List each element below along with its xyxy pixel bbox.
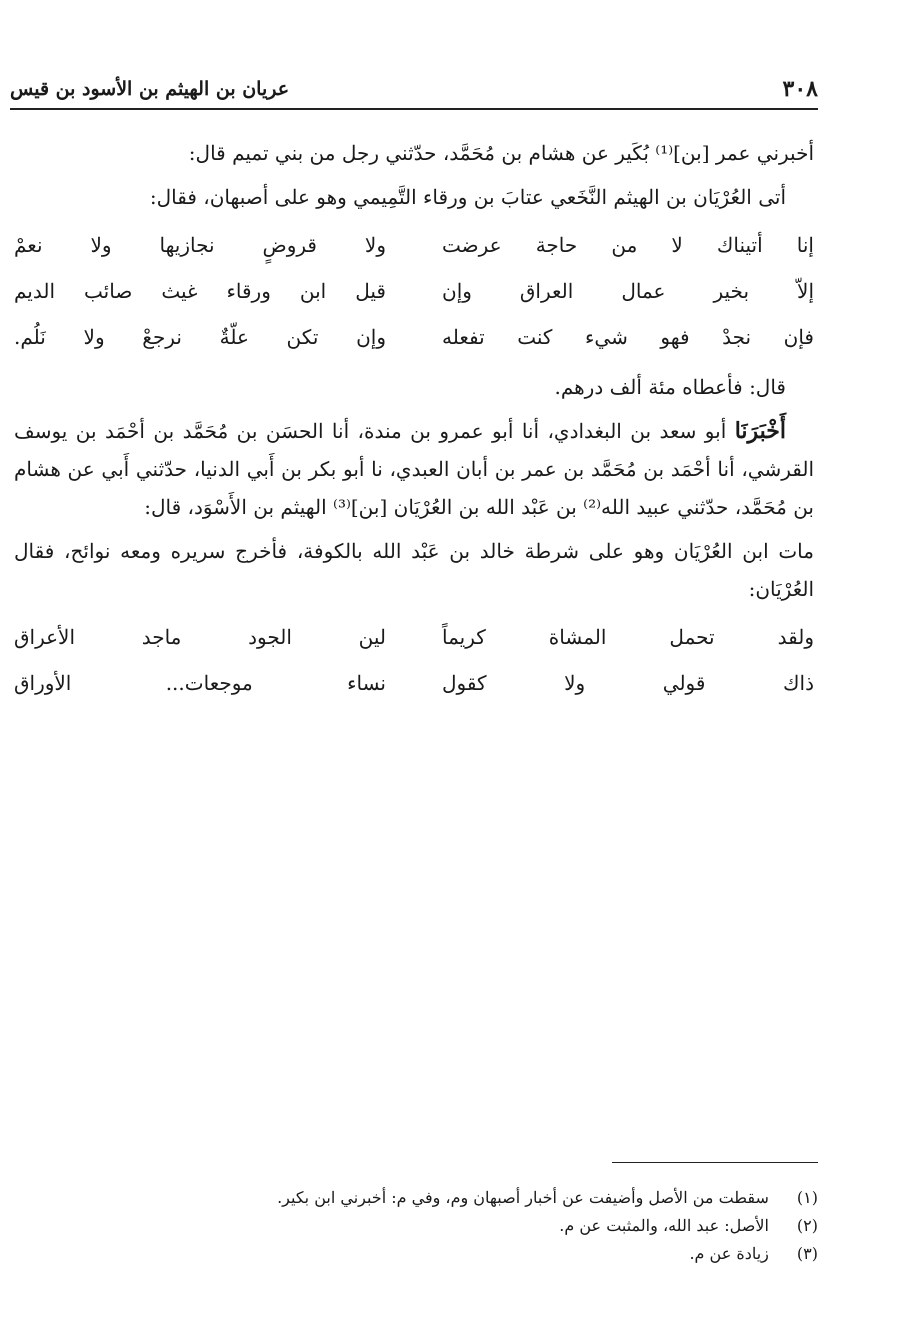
footnote-number: (١) (796, 1188, 818, 1207)
verse-second-hemistich: قيل ابن ورقاء غيث صائب الديم (14, 279, 386, 303)
verse-first-hemistich: إنا أتيناك لا من حاجة عرضت (442, 233, 814, 257)
footnote-number: (٣) (796, 1244, 818, 1263)
verse-first-hemistich: فإن نجدْ فهو شيء كنت تفعله (442, 325, 814, 349)
footnote-item (100, 1212, 818, 1240)
verse (14, 660, 814, 706)
page-number: ٣٠٨ (782, 76, 818, 102)
footnote-list (100, 1184, 818, 1268)
verse-second-hemistich: نساء موجعات... الأوراق (14, 671, 386, 695)
paragraph-4 (14, 412, 814, 526)
footnote-item (100, 1240, 818, 1268)
paragraph-4-text: أبو سعد بن البغدادي، أنا أبو عمرو بن مندة، أنا الحسَن بن مُحَمَّد بن أحْمَد بن يوسف القرشي، أنا أحْمَد بن مُحَمَّد بن عمر بن أبان العبدي، نا أبو بكر بن أَبي الدنيا، حدّثني أَبي عن هشام بن مُحَمَّد، حدّثني عبيد الله⁽²⁾ بن عَبْد الله بن العُرْيَان [بن]⁽³⁾ الهيثم بن الأَسْوَد، قال: (14, 419, 814, 519)
paragraph-2: أتى العُرْيَان بن الهيثم النَّخَعي عتابَ بن ورقاء التَّمِيمي وهو على أصبهان، فقال: (149, 185, 786, 209)
isnad-lead-word: أَخْبَرَنَا (734, 418, 787, 444)
verse-first-hemistich: ولقد تحمل المشاة كريماً (442, 625, 814, 649)
paragraph-1: أخبرني عمر [بن]⁽¹⁾ بُكَير عن هشام بن مُحَمَّد، حدّثني رجل من بني تميم قال: (188, 141, 814, 165)
footnote-text: سقطت من الأصل وأضيفت عن أخبار أصبهان وم، وفي م: أخبرني ابن بكير. (277, 1188, 769, 1207)
footnote-text: الأصل: عبد الله، والمثبت عن م. (559, 1216, 769, 1235)
verse (14, 314, 814, 360)
verse (14, 222, 814, 268)
verse (14, 614, 814, 660)
verse (14, 268, 814, 314)
paragraph-5: مات ابن العُرْيَان وهو على شرطة خالد بن عَبْد الله بالكوفة، فأخرج سريره ومعه نوائح، فقال العُرْيَان: (14, 539, 814, 601)
main-text (14, 134, 814, 714)
verse-first-hemistich: ذاك قولي ولا كقول (442, 671, 814, 695)
footnote-number: (٢) (796, 1216, 818, 1235)
verse-second-hemistich: ولا قروضٍ نجازيها ولا نعمْ (14, 233, 386, 257)
poem-2 (14, 614, 814, 706)
paragraph-3: قال: فأعطاه مئة ألف درهم. (554, 375, 786, 399)
running-title: عريان بن الهيثم بن الأسود بن قيس (10, 78, 290, 100)
page-header (10, 74, 818, 110)
footnote-text: زيادة عن م. (689, 1244, 769, 1263)
poem-1 (14, 222, 814, 360)
footnote-divider (612, 1162, 818, 1163)
verse-second-hemistich: لين الجود ماجد الأعراق (14, 625, 386, 649)
verse-first-hemistich: إلاّ بخير عمال العراق وإن (442, 279, 814, 303)
footnote-item (100, 1184, 818, 1212)
verse-second-hemistich: وإن تكن علّةٌ نرجعْ ولا نَلُم. (14, 325, 386, 349)
